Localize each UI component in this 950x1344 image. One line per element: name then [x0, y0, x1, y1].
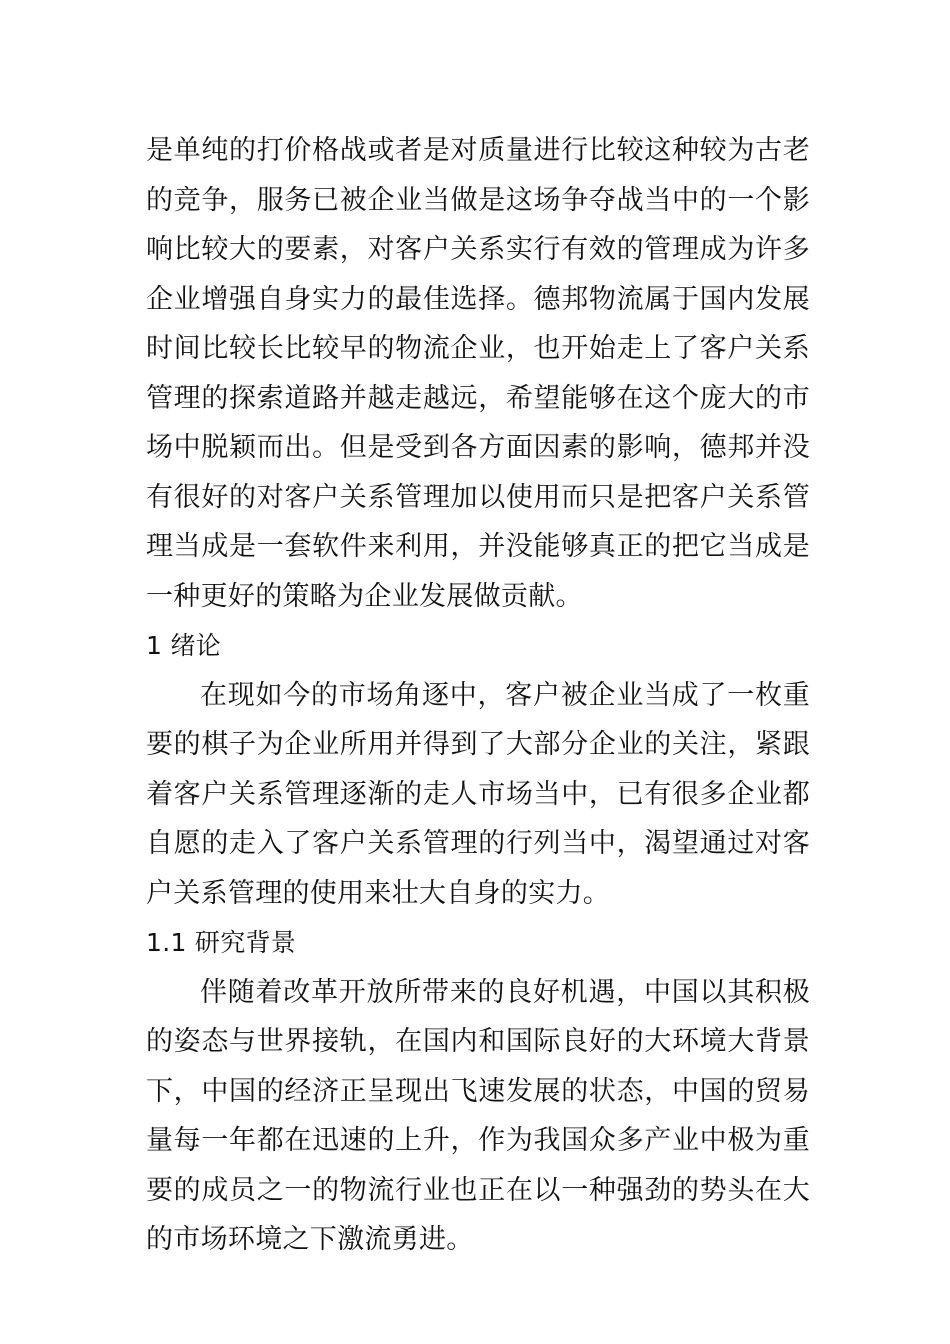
section-heading-introduction: 1 绪论 [146, 631, 222, 660]
paragraph-introduction: 在现如今的市场角逐中，客户被企业当成了一枚重要的棋子为企业所用并得到了大部分企业的关注，紧跟着客户关系管理逐渐的走人市场当中，已有很多企业都自愿的走入了客户关系管理的行列当中，渴望通过对客户关系管理的使用来壮大自身的实力。 [146, 679, 810, 909]
paragraph-background: 伴随着改革开放所带来的良好机遇，中国以其积极的姿态与世界接轨，在国内和国际良好的大环境大背景下，中国的经济正呈现出飞速发展的状态，中国的贸易量每一年都在迅速的上升，作为我国众多产业中极为重要的成员之一的物流行业也正在以一种强劲的势头在大的市场环境之下激流勇进。 [146, 976, 810, 1255]
document-body [146, 126, 810, 1265]
section-heading-background: 1.1 研究背景 [146, 928, 297, 957]
paragraph-continuation: 是单纯的打价格战或者是对质量进行比较这种较为古老的竞争，服务已被企业当做是这场争夺战当中的一个影响比较大的要素，对客户关系实行有效的管理成为许多企业增强自身实力的最佳选择。德邦物流属于国内发展时间比较长比较早的物流企业，也开始走上了客户关系管理的探索道路并越走越远，希望能够在这个庞大的市场中脱颖而出。但是受到各方面因素的影响，德邦并没有很好的对客户关系管理加以使用而只是把客户关系管理当成是一套软件来利用，并没能够真正的把它当成是一种更好的策略为企业发展做贡献。 [146, 135, 810, 612]
